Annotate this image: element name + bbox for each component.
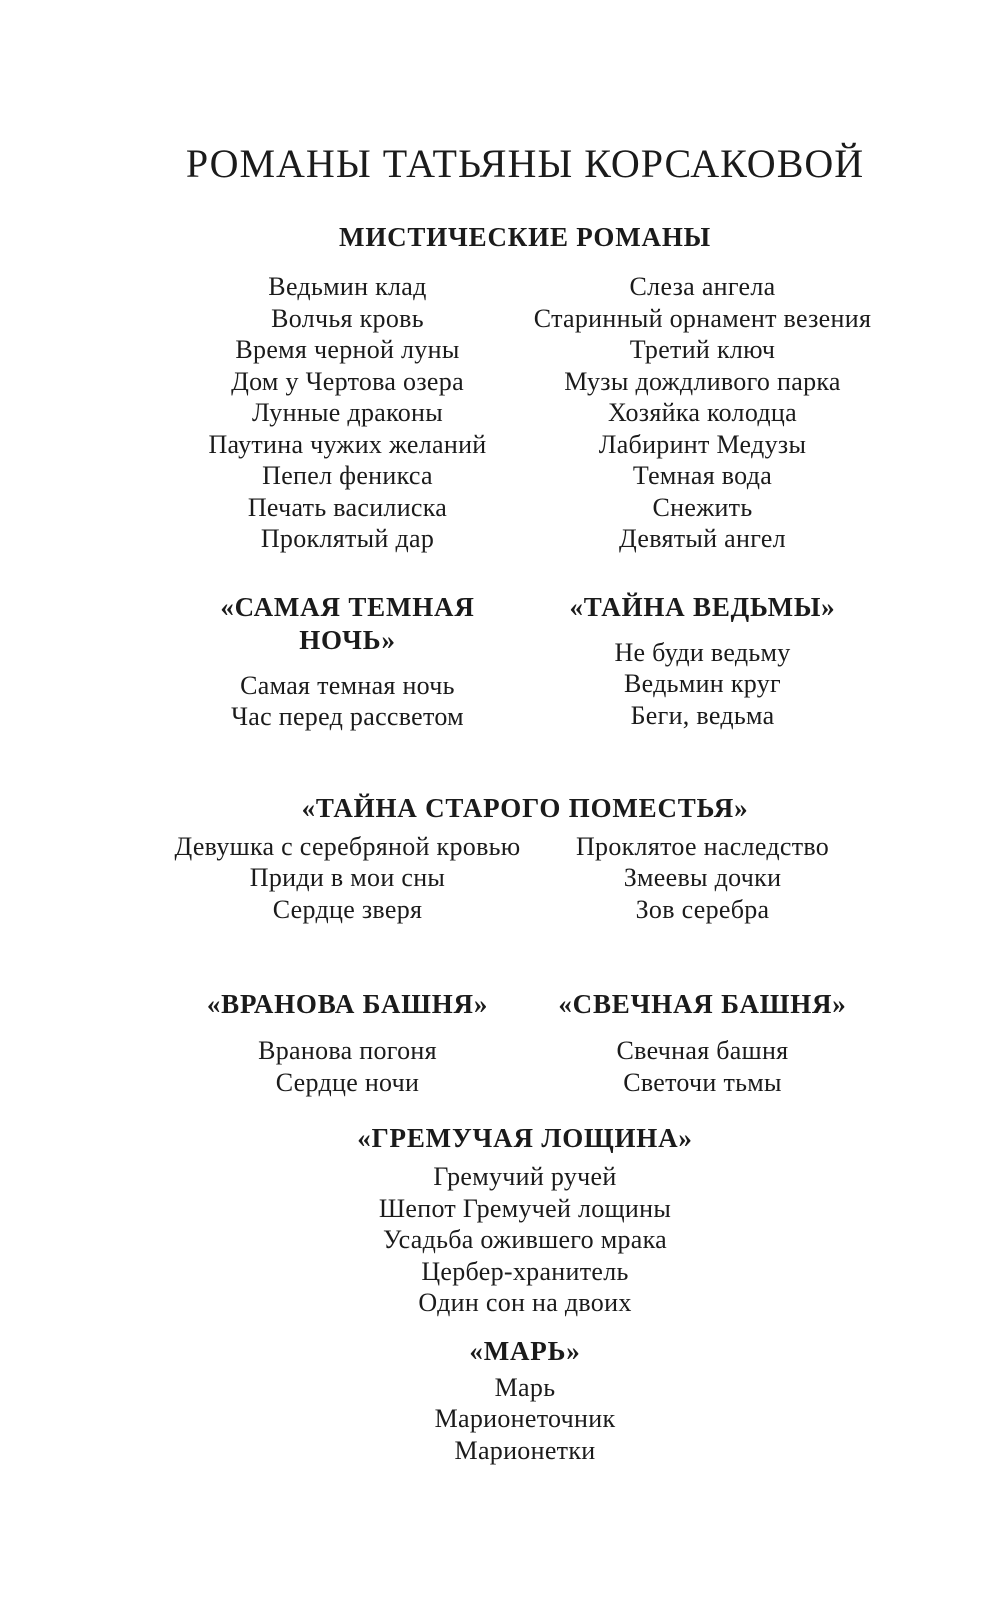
book-title: Хозяйка колодца (608, 398, 797, 427)
book-title: Девятый ангел (619, 524, 786, 553)
section-heading-raven-tower: «ВРАНОВА БАШНЯ» (206, 989, 489, 1019)
book-title: Ведьмин клад (268, 272, 427, 301)
book-title: Сердце ночи (275, 1067, 420, 1097)
book-title: Волчья кровь (271, 303, 424, 333)
book-title: Час перед рассветом (231, 702, 464, 731)
book-title: Печать василиска (247, 492, 448, 522)
book-title: Марь (494, 1372, 556, 1402)
old-manor-books (170, 831, 880, 926)
page-title: РОМАНЫ ТАТЬЯНЫ КОРСАКОВОЙ (185, 141, 865, 186)
book-title: Ведьмин круг (624, 669, 781, 698)
book-title: Музы дождливого парка (564, 366, 841, 396)
witch-secret-books (525, 637, 880, 732)
section-heading-darkest-night: «САМАЯ ТЕМНАЯ НОЧЬ» (220, 591, 475, 655)
mystic-books (170, 271, 880, 555)
book-title: Девушка с серебряной кровью (174, 831, 521, 861)
mar-books (170, 1372, 880, 1467)
book-title: Приди в мои сны (249, 863, 446, 892)
book-title: Дом у Чертова озера (231, 366, 464, 396)
book-title: Третий ключ (629, 335, 776, 364)
book-title: Свечная башня (616, 1036, 789, 1065)
night-and-witch-row (170, 591, 880, 733)
book-title: Не буди ведьму (614, 637, 791, 667)
section-heading-mystic: МИСТИЧЕСКИЕ РОМАНЫ (339, 222, 711, 252)
book-title: Вранова погоня (258, 1036, 437, 1065)
book-title: Снежить (652, 492, 753, 522)
book-title: Лунные драконы (252, 398, 443, 427)
section-heading-rattling-hollow: «ГРЕМУЧАЯ ЛОЩИНА» (357, 1123, 693, 1153)
book-title: Время черной луны (235, 335, 460, 364)
book-title: Гремучий ручей (433, 1162, 617, 1191)
darkest-night-books (170, 670, 525, 733)
mystic-books-right-column (525, 271, 880, 555)
book-title: Самая темная ночь (240, 670, 455, 700)
book-title: Пепел феникса (262, 461, 433, 490)
book-title: Цербер-хранитель (421, 1256, 629, 1286)
book-title: Проклятый дар (260, 524, 435, 553)
book-title: Один сон на двоих (418, 1288, 632, 1317)
section-darkest-night (170, 591, 525, 733)
section-heading-candle-tower: «СВЕЧНАЯ БАШНЯ» (558, 989, 847, 1019)
book-title: Марионетки (454, 1435, 596, 1465)
raven-tower-books (170, 1035, 525, 1098)
old-manor-books-right-column (525, 831, 880, 926)
book-title: Усадьба ожившего мрака (383, 1225, 667, 1254)
book-title: Проклятое наследство (575, 831, 830, 861)
section-candle-tower (525, 988, 880, 1098)
book-title: Сердце зверя (272, 894, 423, 924)
mystic-books-left-column (170, 271, 525, 555)
book-title: Змеевы дочки (623, 863, 782, 892)
section-heading-mar: «МАРЬ» (469, 1335, 581, 1366)
section-raven-tower (170, 988, 525, 1098)
section-heading-witch-secret: «ТАЙНА ВЕДЬМЫ» (569, 591, 836, 622)
candle-tower-books (525, 1035, 880, 1098)
book-title: Марионеточник (434, 1404, 616, 1433)
book-title: Лабиринт Медузы (598, 429, 807, 459)
book-title: Паутина чужих желаний (208, 429, 487, 459)
section-witch-secret (525, 591, 880, 733)
book-title: Темная вода (632, 461, 773, 490)
book-title: Зов серебра (635, 894, 770, 924)
rattling-hollow-books (170, 1161, 880, 1319)
book-title: Старинный орнамент везения (533, 303, 872, 333)
book-title: Светочи тьмы (623, 1067, 782, 1097)
towers-row (170, 988, 880, 1098)
book-title: Беги, ведьма (630, 700, 775, 730)
book-title: Слеза ангела (629, 272, 776, 301)
old-manor-books-left-column (170, 831, 525, 926)
book-title: Шепот Гремучей лощины (378, 1193, 672, 1223)
section-heading-old-manor: «ТАЙНА СТАРОГО ПОМЕСТЬЯ» (301, 792, 749, 823)
